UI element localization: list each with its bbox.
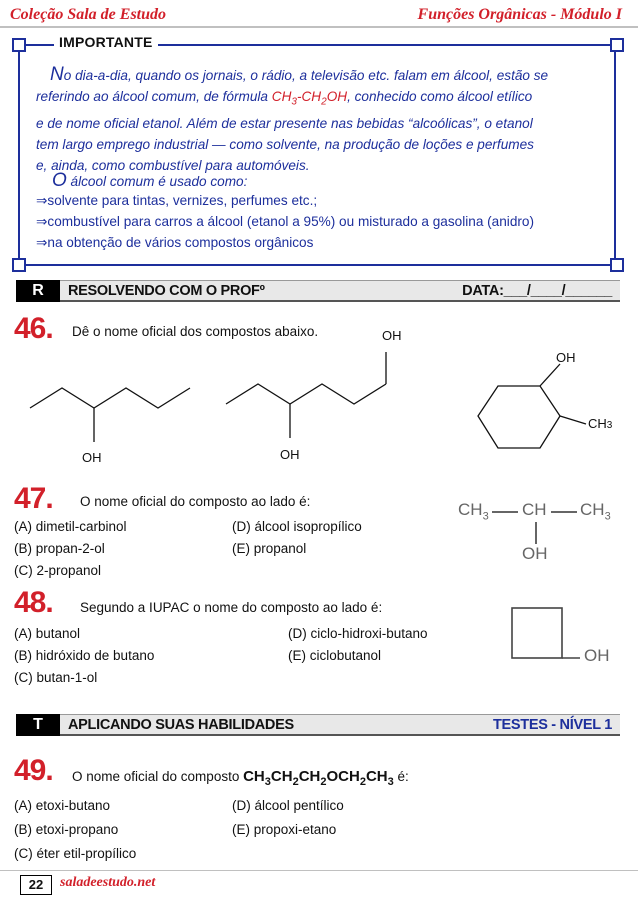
- structure-1-oh-label: OH: [82, 450, 102, 465]
- q49-option-c: (C) éter etil-propílico: [14, 846, 137, 861]
- section-letter-r: R: [16, 280, 60, 302]
- question-number-46: 46.: [14, 312, 53, 345]
- question-48-text: Segundo a IUPAC o nome do composto ao lado é:: [80, 600, 383, 615]
- arrow-icon: ⇒: [36, 214, 48, 230]
- q49-option-e: (E) propoxi-etano: [232, 822, 337, 837]
- ethanol-formula: $CH_3-CH_2OH$: [271, 89, 348, 108]
- structure-3-ch3-bond: [560, 416, 586, 424]
- q48-option-e: (E) ciclobutanol: [288, 648, 382, 663]
- dropcap-o: O: [52, 170, 67, 191]
- text-line: e, ainda, como combustível para automóveis.: [36, 157, 310, 173]
- question-number-47: 47.: [14, 482, 53, 515]
- structure-2-chain: [226, 384, 386, 404]
- q49-text-a: O nome oficial do composto: [72, 769, 244, 784]
- important-paragraph-2: [36, 170, 602, 192]
- q48-option-a: (A) butanol: [14, 626, 81, 641]
- q47-bond-left: [492, 511, 518, 513]
- q49-text-b: é:: [393, 769, 409, 784]
- q47-ch3-right: $CH_3$: [580, 500, 611, 523]
- q47-ch3-left: $CH_3$: [458, 500, 489, 523]
- section-letter-t: T: [16, 714, 60, 736]
- box-corner-bl: [12, 258, 26, 272]
- q48-option-b: (B) hidróxido de butano: [14, 648, 155, 663]
- section-title-aplicando: APLICANDO SUAS HABILIDADES: [68, 717, 294, 733]
- header-collection-title: Coleção Sala de Estudo: [10, 6, 167, 23]
- structure-1-chain: [30, 388, 190, 408]
- bullet-text: na obtenção de vários compostos orgânicos: [47, 235, 314, 250]
- page-number: 22: [20, 875, 52, 895]
- box-corner-tr: [610, 38, 624, 52]
- question-number-48: 48.: [14, 586, 53, 619]
- q47-option-d: (D) álcool isopropílico: [232, 519, 362, 534]
- q47-oh: OH: [522, 544, 548, 563]
- section-title-resolvendo: RESOLVENDO COM O PROFº: [68, 283, 265, 299]
- q48-option-c: (C) butan-1-ol: [14, 670, 98, 685]
- important-title: IMPORTANTE: [54, 34, 158, 50]
- q49-option-b: (B) etoxi-propano: [14, 822, 119, 837]
- arrow-icon: ⇒: [36, 235, 48, 251]
- structure-2-oh-top-label: OH: [382, 328, 402, 343]
- box-corner-tl: [12, 38, 26, 52]
- structure-3-ring: [478, 386, 560, 448]
- q47-option-c: (C) 2-propanol: [14, 563, 102, 578]
- section-date: DATA:___/____/______: [462, 283, 612, 299]
- header-divider: [0, 26, 638, 28]
- question-49-text: [72, 768, 409, 788]
- q49-option-d: (D) álcool pentílico: [232, 798, 344, 813]
- text-line: tem largo emprego industrial — como solvente, na produção de loções e perfumes: [36, 136, 534, 152]
- bullet-item: [36, 193, 317, 209]
- bullet-item: [36, 235, 313, 251]
- q47-bond-down: [535, 522, 537, 544]
- text-line: , conhecido como álcool etílico: [347, 89, 533, 104]
- section-tests-level: TESTES - NÍVEL 1: [492, 717, 612, 733]
- structure-3-oh-label: OH: [556, 350, 576, 365]
- q46-structures: [0, 330, 638, 470]
- question-number-49: 49.: [14, 754, 53, 787]
- bullet-item: [36, 214, 534, 230]
- footer-divider: [0, 870, 638, 871]
- q47-bond-right: [551, 511, 577, 513]
- header-module-title: Funções Orgânicas - Módulo I: [417, 6, 622, 23]
- bullet-text: combustível para carros a álcool (etanol a 95%) ou misturado a gasolina (anidro): [47, 214, 534, 229]
- footer-site: saladeestudo.net: [60, 875, 156, 890]
- q49-option-a: (A) etoxi-butano: [14, 798, 111, 813]
- structure-3-oh-bond: [540, 364, 560, 386]
- question-47-text: O nome oficial do composto ao lado é:: [80, 494, 311, 509]
- text-line: álcool comum é usado como:: [66, 174, 248, 189]
- q47-option-b: (B) propan-2-ol: [14, 541, 105, 556]
- important-paragraph-1: [36, 64, 602, 176]
- q49-formula: $CH_3CH_2CH_2OCH_2CH_3$: [243, 768, 394, 788]
- structure-3-ch3-label: CH3: [588, 416, 613, 431]
- text-line: e de nome oficial etanol. Além de estar presente nas bebidas “alcoólicas”, o etanol: [36, 115, 533, 131]
- q48-oh: OH: [584, 646, 610, 665]
- q47-option-e: (E) propanol: [232, 541, 307, 556]
- structure-2-oh-label: OH: [280, 447, 300, 462]
- box-corner-br: [610, 258, 624, 272]
- q48-option-d: (D) ciclo-hidroxi-butano: [288, 626, 428, 641]
- text-line: o dia-a-dia, quando os jornais, o rádio, a televisão etc. falam em álcool, estão se: [63, 68, 549, 83]
- q47-ch-center: CH: [522, 500, 547, 519]
- arrow-icon: ⇒: [36, 193, 48, 209]
- question-46-text: Dê o nome oficial dos compostos abaixo.: [72, 324, 319, 339]
- dropcap-n: N: [50, 64, 64, 85]
- text-line: referindo ao álcool comum, de fórmula: [36, 89, 272, 104]
- bullet-text: solvente para tintas, vernizes, perfumes etc.;: [47, 193, 318, 208]
- q47-option-a: (A) dimetil-carbinol: [14, 519, 127, 534]
